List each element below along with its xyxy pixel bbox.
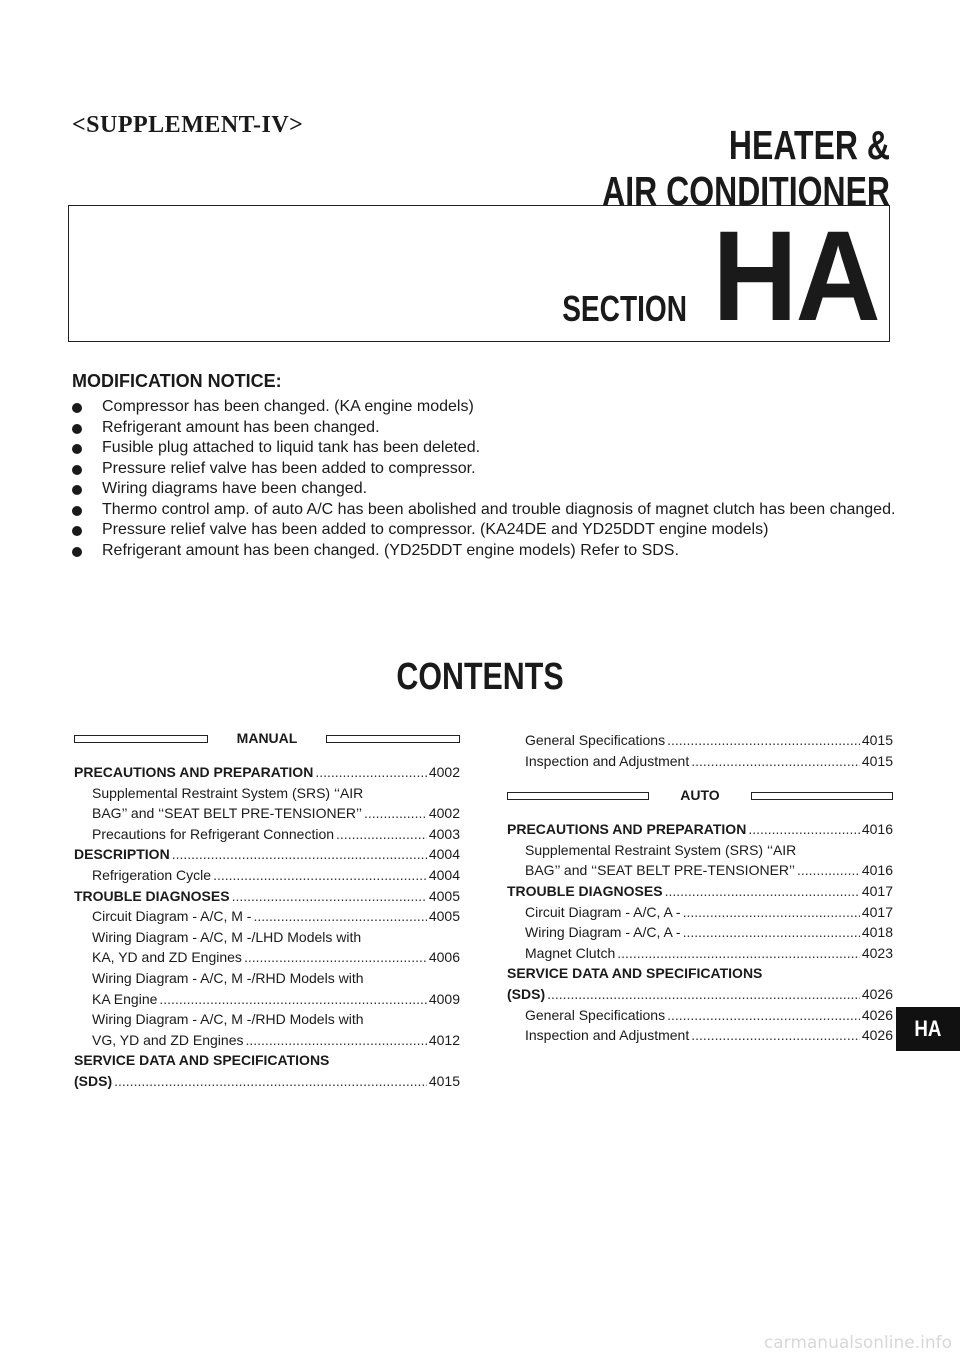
- bullet-icon: [72, 424, 82, 434]
- leader-dots: [683, 924, 860, 940]
- toc-entry[interactable]: [74, 867, 460, 888]
- leader-dots: [245, 1032, 426, 1048]
- notice-list: [72, 397, 898, 561]
- section-tab[interactable]: [896, 1007, 960, 1051]
- toc-entry[interactable]: [74, 1032, 460, 1053]
- notice-item: [72, 438, 898, 459]
- toc-entry[interactable]: [74, 929, 460, 950]
- leader-dots: [364, 805, 427, 821]
- toc-entry[interactable]: [74, 785, 460, 806]
- notice-item-text: Thermo control amp. of auto A/C has been abolished and trouble diagnosis of magnet clutch has been changed.: [102, 500, 896, 518]
- leader-dots: [172, 846, 427, 862]
- leader-dots: [797, 862, 860, 878]
- toc-entry[interactable]: [507, 732, 893, 753]
- toc-entry[interactable]: [74, 970, 460, 991]
- toc-entry-title: PRECAUTIONS AND PREPARATION: [74, 764, 314, 780]
- toc-entry-title: Wiring Diagram - A/C, M -/RHD Models with: [92, 969, 364, 986]
- toc-entry-page: 4006: [428, 949, 460, 966]
- bullet-icon: [72, 403, 82, 413]
- toc-entry-title: SERVICE DATA AND SPECIFICATIONS: [507, 965, 763, 982]
- toc-entry-title: DESCRIPTION: [74, 846, 170, 863]
- toc-header-label: MANUAL: [236, 730, 298, 746]
- toc-entry-page: 4023: [861, 944, 893, 961]
- toc-entry[interactable]: [507, 1027, 893, 1048]
- leader-dots: [244, 949, 427, 965]
- toc-column-manual: [74, 730, 460, 1094]
- toc-entry-page: 4015: [861, 752, 893, 769]
- toc-entry-title: Circuit Diagram - A/C, A -: [525, 903, 681, 920]
- title-line-1: HEATER &: [728, 122, 890, 168]
- toc-entry[interactable]: [507, 883, 893, 904]
- section-box: [68, 205, 890, 348]
- toc-entry-page: 4015: [428, 1072, 460, 1089]
- section-code: HA: [712, 205, 879, 348]
- notice-item-text: Refrigerant amount has been changed. (YD25DDT engine models) Refer to SDS.: [102, 541, 679, 559]
- document-title: [602, 122, 890, 214]
- toc-entry-title: Inspection and Adjustment: [525, 1027, 690, 1044]
- toc-entry-title: BAG’’ and ‘‘SEAT BELT PRE-TENSIONER’’: [525, 862, 795, 879]
- bullet-icon: [72, 506, 82, 516]
- notice-item-text: Wiring diagrams have been changed.: [102, 480, 368, 497]
- toc-header-label: AUTO: [680, 787, 720, 804]
- toc-entry-title: Magnet Clutch: [525, 944, 616, 961]
- notice-item: [72, 459, 898, 480]
- toc-entry[interactable]: [507, 904, 893, 925]
- leader-dots: [159, 991, 426, 1007]
- toc-entry-page: 4017: [861, 903, 893, 920]
- notice-item: [72, 500, 898, 521]
- toc-entry[interactable]: [74, 888, 460, 909]
- toc-header-auto: [507, 787, 893, 807]
- notice-item: [72, 520, 898, 541]
- leader-dots: [336, 826, 427, 842]
- toc-entry-title: Supplemental Restraint System (SRS) ‘‘AIR: [525, 841, 797, 858]
- toc-entry-title: Wiring Diagram - A/C, M -/LHD Models with: [92, 928, 362, 945]
- toc-entry[interactable]: [507, 965, 893, 986]
- toc-entry-title: VG, YD and ZD Engines: [92, 1031, 244, 1048]
- notice-item-text: Refrigerant amount has been changed.: [102, 418, 380, 436]
- toc-entry-page: 4018: [861, 924, 893, 941]
- supplement-label: <SUPPLEMENT-IV>: [72, 112, 304, 138]
- toc-entry[interactable]: [507, 842, 893, 863]
- toc-entry-page: 4002: [428, 764, 460, 780]
- toc-entry-page: 4016: [861, 821, 893, 838]
- toc-entry[interactable]: [74, 991, 460, 1012]
- toc-entry-title: (SDS): [507, 985, 546, 1002]
- toc-entry-title: Wiring Diagram - A/C, A -: [525, 924, 681, 941]
- toc-entry-title: TROUBLE DIAGNOSES: [74, 887, 230, 904]
- bullet-icon: [72, 465, 82, 475]
- toc-entry-title: Refrigeration Cycle: [92, 866, 212, 883]
- toc-entry-title: Precautions for Refrigerant Connection: [92, 825, 335, 842]
- notice-item: [72, 479, 898, 500]
- leader-dots: [691, 753, 860, 769]
- leader-dots: [667, 1007, 860, 1023]
- leader-dots: [617, 945, 860, 961]
- toc-entry[interactable]: [507, 753, 893, 774]
- toc-entry-page: 4005: [428, 908, 460, 925]
- toc-entry[interactable]: [74, 805, 460, 826]
- toc-entry-page: 4003: [428, 825, 460, 842]
- leader-dots: [232, 888, 427, 904]
- footer-watermark: carmanualsonline.info: [763, 1333, 952, 1353]
- toc-entry[interactable]: [74, 846, 460, 867]
- toc-entry[interactable]: [74, 1052, 460, 1073]
- leader-dots: [691, 1027, 860, 1043]
- toc-entry[interactable]: [74, 908, 460, 929]
- toc-entry-page: 4026: [861, 985, 893, 1002]
- leader-dots: [667, 732, 860, 748]
- toc-entry-page: 4017: [861, 882, 893, 899]
- notice-item-text: Fusible plug attached to liquid tank has been deleted.: [102, 439, 481, 456]
- toc-entry-title: KA, YD and ZD Engines: [92, 949, 242, 966]
- toc-entry[interactable]: [507, 924, 893, 945]
- notice-item: [72, 397, 898, 418]
- leader-dots: [315, 764, 427, 780]
- toc-entry-title: TROUBLE DIAGNOSES: [507, 882, 663, 899]
- leader-dots: [253, 908, 426, 924]
- toc-entry-title: General Specifications: [525, 732, 666, 748]
- toc-entry-title: Supplemental Restraint System (SRS) ‘‘AIR: [92, 784, 364, 801]
- toc-entry-title: BAG’’ and ‘‘SEAT BELT PRE-TENSIONER’’: [92, 805, 362, 822]
- toc-entry[interactable]: [74, 949, 460, 970]
- leader-dots: [683, 904, 860, 920]
- toc-entry-title: Wiring Diagram - A/C, M -/RHD Models with: [92, 1011, 364, 1028]
- leader-dots: [213, 867, 427, 883]
- toc-entry-title: General Specifications: [525, 1006, 666, 1023]
- bullet-icon: [72, 547, 82, 557]
- toc-entry-page: 4004: [428, 846, 460, 863]
- leader-dots: [547, 986, 860, 1002]
- header-bar-right: [326, 735, 460, 743]
- leader-dots: [665, 883, 860, 899]
- toc-entry-page: 4016: [861, 862, 893, 879]
- toc-entry-title: PRECAUTIONS AND PREPARATION: [507, 821, 747, 838]
- bullet-icon: [72, 444, 82, 454]
- toc-entry-title: SERVICE DATA AND SPECIFICATIONS: [74, 1052, 330, 1069]
- toc-entry[interactable]: [507, 986, 893, 1007]
- toc-entry[interactable]: [74, 764, 460, 785]
- bullet-icon: [72, 526, 82, 536]
- toc-entry-page: 4012: [428, 1031, 460, 1048]
- toc-header-manual: [74, 730, 460, 750]
- toc-column-auto: [507, 732, 893, 1048]
- leader-dots: [748, 821, 860, 837]
- toc-entry-page: 4015: [861, 732, 893, 748]
- section-word: SECTION: [562, 288, 687, 329]
- toc-entry-page: 4005: [428, 887, 460, 904]
- toc-entry[interactable]: [507, 945, 893, 966]
- toc-entry[interactable]: [74, 1011, 460, 1032]
- toc-entry-title: (SDS): [74, 1072, 113, 1089]
- notice-item: [72, 418, 898, 439]
- toc-entry-page: 4026: [861, 1006, 893, 1023]
- toc-entry[interactable]: [74, 826, 460, 847]
- contents-heading: CONTENTS: [396, 656, 564, 698]
- leader-dots: [114, 1073, 427, 1089]
- title-line-2: AIR CONDITIONER: [602, 168, 890, 214]
- notice-item: [72, 541, 898, 562]
- notice-item-text: Pressure relief valve has been added to compressor.: [102, 459, 476, 477]
- toc-entry[interactable]: [507, 862, 893, 883]
- toc-entry-page: 4004: [428, 866, 460, 883]
- notice-item-text: Compressor has been changed. (KA engine models): [102, 398, 474, 415]
- section-tab-label: HA: [914, 1016, 942, 1041]
- bullet-icon: [72, 485, 82, 495]
- toc-entry-page: 4002: [428, 805, 460, 822]
- notice-title: MODIFICATION NOTICE:: [72, 371, 282, 391]
- toc-entry-title: Circuit Diagram - A/C, M -: [92, 908, 252, 925]
- toc-entry-title: Inspection and Adjustment: [525, 752, 690, 769]
- toc-entry[interactable]: [507, 1007, 893, 1028]
- toc-entry-title: KA Engine: [92, 990, 158, 1007]
- toc-entry[interactable]: [507, 821, 893, 842]
- toc-entry-page: 4026: [861, 1027, 893, 1044]
- notice-item-text: Pressure relief valve has been added to compressor. (KA24DE and YD25DDT engine models): [102, 521, 769, 538]
- toc-entry[interactable]: [74, 1073, 460, 1094]
- header-bar-right: [751, 792, 893, 800]
- toc-entry-page: 4009: [428, 990, 460, 1007]
